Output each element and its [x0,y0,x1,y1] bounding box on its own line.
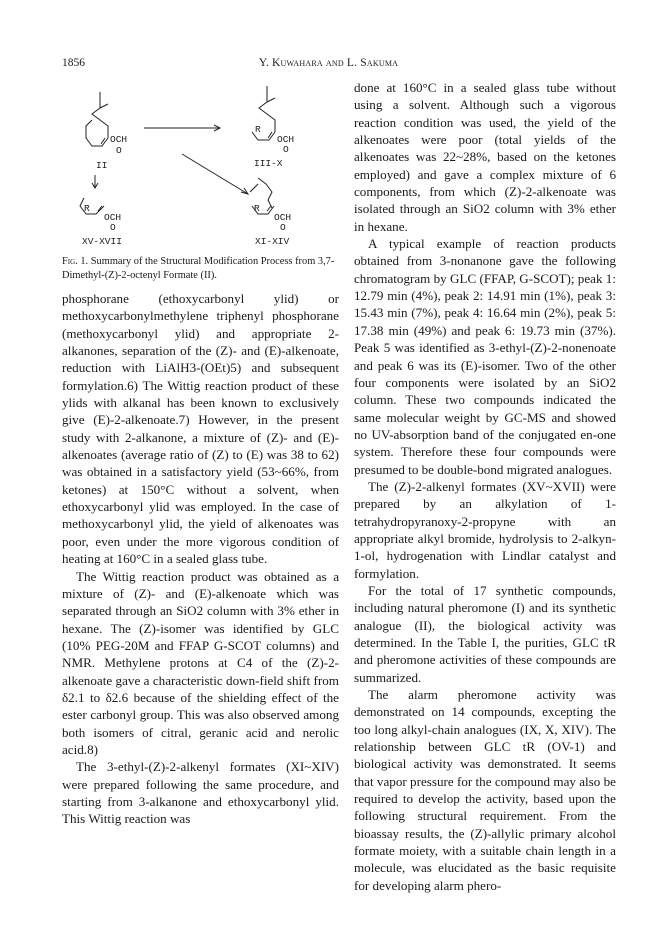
left-column [62,290,339,828]
svg-text:XV-XVII: XV-XVII [82,236,122,247]
caption-label: Fig. 1. [62,256,89,267]
svg-text:OCH: OCH [104,212,122,223]
svg-text:O: O [283,144,289,155]
svg-text:III-X: III-X [254,158,283,169]
svg-text:O: O [280,222,286,233]
paragraph: done at 160°C in a sealed glass tube without using a solvent. Although such a vigorous reaction condition was used, the yield of the alkenoates were poor (total yields of the alkenoates was 22~28%, based on the ketones employed) and gave a complex mixture of 6 components, from which (Z)-2-alkenoate was isolated through an SiO2 column with 3% ether in hexane. [354,80,616,234]
paragraph: The Wittig reaction product was obtained as a mixture of (Z)- and (E)-alkenoate which was separated through an SiO2 column with 3% ether in hexane. The (Z)-isomer was identified by GLC (10% PEG-20M and FFAP G-SCOT columns) and NMR. Methylene protons at C4 of the (Z)-2-alkenoate gave a characteristic down-field shift from δ2.1 to δ2.6 because of the shielding effect of the ester carbonyl group. This was also observed among both isomers of citral, geranic acid and nerolic acid.8) [62,568,339,757]
paragraph: The 3-ethyl-(Z)-2-alkenyl formates (XI~XIV) were prepared following the same procedure, and starting from 3-alkanone and ethoxycarbonyl ylid. This Wittig reaction was [62,759,339,827]
paragraph: A typical example of reaction products obtained from 3-nonanone gave the following chromatogram by GLC (FFAP, G-SCOT); peak 1: 12.79 min (4%), peak 2: 14.91 min (1%), peak 3: 15.43 min (7%), peak 4: 16.64 min (2%), peak 5: 17.38 min (49%) and peak 6: 19.73 min (37%). Peak 5 was identified as 3-ethyl-(Z)-2-nonenoate and peak 6 was its (E)-isomer. Two of the other four components were isolated by an SiO2 column. These two compounds indicated the same molecular weight by GC-MS and showed no UV-absorption band of the conjugated en-one system. Therefore these four compounds were presumed to be double-bond migrated analogues. [354,236,616,477]
right-column [354,79,616,894]
paragraph: phosphorane (ethoxycarbonyl ylid) or methoxycarbonylmethylene triphenyl phosphorane (methoxycarbonyl ylid) and appropriate 2-alkanones, separation of the (Z)- and (E)-alkenoate, reduction with LiAlH3-(OEt)5) and subsequent formylation.6) The Wittig reaction product of these ylids with alkanal has been known to exclusively give (E)-2-alkenoate.7) However, in the present study with 2-alkanone, a mixture of (Z)- and (E)-alkenoates (average ratio of (Z) to (E) was 38 to 62) was obtained in a satisfactory yield (53~66%, from ketones) at 150°C without a solvent, when ethoxycarbonyl ylid was employed. In the case of methoxycarbonyl ylid, the yield of alkenoates was poor, even under the more vigorous condition of heating at 160°C in a sealed glass tube. [62,291,339,567]
running-title: Y. Kuwahara and L. Sakuma [258,57,399,69]
svg-text:OCH: OCH [277,134,295,145]
arrow-diagonal [182,154,248,194]
svg-text:OCH: OCH [274,212,292,223]
caption-text: Summary of the Structural Modification Process from 3,7-Dimethyl-(Z)-2-octenyl Formate (II). [62,256,335,281]
page-number: 1856 [62,57,85,69]
svg-text:OCH: OCH [110,134,128,145]
svg-text:R: R [255,124,261,135]
structure-ii [86,92,108,146]
svg-text:O: O [116,145,122,156]
figure-caption [62,255,339,283]
paragraph: The (Z)-2-alkenyl formates (XV~XVII) were prepared by an alkylation of 1-tetrahydropyranoxy-2-propyne with an appropriate alkyl bromide, hydrolysis to 2-alkyn-1-ol, hydrogenation with Lindlar catalyst and formylation. [354,478,616,581]
svg-text:O: O [110,222,116,233]
paragraph: For the total of 17 synthetic compounds, including natural pheromone (I) and its synthetic analogue (II), the biological activity was determined. In the Table I, the purities, GLC tR and pheromone activities of these compounds are summarized. [354,582,616,685]
svg-text:R: R [254,203,260,214]
structure-figure [62,80,339,248]
svg-text:XI-XIV: XI-XIV [255,236,290,247]
svg-text:II: II [96,160,108,171]
svg-text:R: R [84,203,90,214]
paragraph: The alarm pheromone activity was demonstrated on 14 compounds, excepting the too long alkyl-chain analogues (IX, X, XIV). The relationship between GLC tR (OV-1) and biological activity was demonstrated. It seems that vapor pressure for the compound may also be required to develop the activity, based upon the following structural requirement. From the bioassay results, the (Z)-allylic primary alcohol formate moiety, with a suitable chain length in a molecule, was elucidated as the basic requisite for developing alarm phero- [354,687,616,893]
